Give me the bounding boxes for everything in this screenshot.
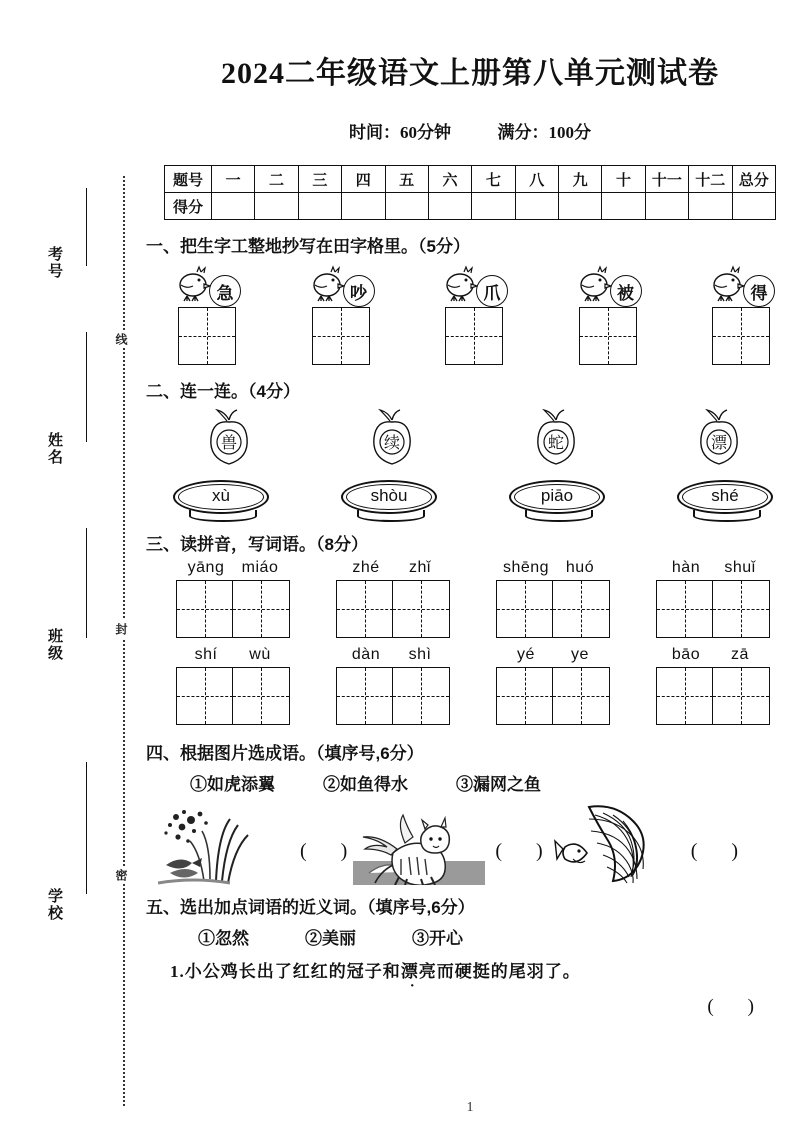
score-table bbox=[164, 165, 776, 220]
pinyin-syllable: zā bbox=[731, 646, 749, 663]
apple-icon bbox=[362, 406, 422, 468]
pinyin-word-item bbox=[638, 646, 788, 725]
score-col-7: 七 bbox=[472, 166, 515, 193]
answer-boxes bbox=[656, 667, 771, 725]
section-3-row-2 bbox=[158, 646, 788, 725]
copy-item bbox=[563, 263, 653, 365]
pinyin-word-item bbox=[638, 559, 788, 638]
section-4-options bbox=[190, 770, 800, 795]
plate-icon bbox=[677, 480, 773, 518]
apple-icon bbox=[199, 406, 259, 468]
section-heading-5: 五、选出加点词语的近义词。（填序号,6分） bbox=[146, 898, 475, 917]
pinyin-label bbox=[179, 559, 287, 577]
pinyin-word-item bbox=[318, 559, 468, 638]
test-paper-body bbox=[140, 0, 800, 1130]
pinyin-syllable: shēng bbox=[502, 559, 550, 576]
pinyin-label bbox=[499, 646, 607, 664]
plate-pinyin: shòu bbox=[370, 486, 408, 505]
pinyin-syllable: ye bbox=[571, 646, 589, 663]
tianzige-box[interactable] bbox=[178, 307, 236, 365]
sentence-text-part-1: 小公鸡长出了红红的冠子和 bbox=[184, 962, 401, 981]
pinyin-word-item bbox=[478, 559, 628, 638]
pinyin-syllable: yé bbox=[517, 646, 535, 663]
target-character: 爪 bbox=[476, 275, 508, 307]
section-heading-3: 三、读拼音，写词语。（8分） bbox=[146, 535, 368, 554]
margin-rule-3 bbox=[86, 528, 87, 638]
pinyin-word-item bbox=[318, 646, 468, 725]
synonym-option-2[interactable]: ②美丽 bbox=[305, 929, 356, 948]
page-number: 1 bbox=[466, 1100, 474, 1115]
apple-character: 蛇 bbox=[547, 435, 564, 452]
copy-item bbox=[162, 263, 252, 365]
pinyin-word-item bbox=[158, 646, 308, 725]
tianzige-box[interactable] bbox=[712, 307, 770, 365]
tianzige-box[interactable] bbox=[496, 580, 554, 638]
target-character: 吵 bbox=[343, 275, 375, 307]
copy-item bbox=[696, 263, 786, 365]
seal-label-xian: 线 bbox=[113, 330, 130, 348]
section-heading-1: 一、把生字工整地抄写在田字格里。（5分） bbox=[146, 237, 470, 256]
margin-field-banji: 班级 bbox=[46, 628, 63, 662]
chick-icon bbox=[440, 265, 480, 307]
apple-icon bbox=[526, 406, 586, 468]
tianzige-box[interactable] bbox=[336, 580, 394, 638]
section-4-pictures bbox=[158, 799, 800, 885]
tianzige-box[interactable] bbox=[496, 667, 554, 725]
synonym-option-3[interactable]: ③开心 bbox=[412, 929, 463, 948]
apple-item[interactable] bbox=[501, 406, 611, 468]
score-cell-12[interactable] bbox=[689, 193, 732, 220]
chick-icon bbox=[707, 265, 747, 307]
apple-item[interactable] bbox=[174, 406, 284, 468]
exam-duration: 时间：60分钟 bbox=[349, 123, 451, 142]
score-col-5: 五 bbox=[385, 166, 428, 193]
score-col-9: 九 bbox=[559, 166, 602, 193]
table-row-headers bbox=[165, 166, 776, 193]
tianzige-box[interactable] bbox=[392, 580, 450, 638]
plate-pinyin: shé bbox=[711, 486, 739, 505]
plate-pinyin: piāo bbox=[540, 486, 574, 505]
copy-item bbox=[296, 263, 386, 365]
plate-icon bbox=[341, 480, 437, 518]
score-cell-total[interactable] bbox=[732, 193, 776, 220]
pinyin-syllable: dàn bbox=[351, 646, 381, 663]
page-title: 2024二年级语文上册第八单元测试卷 bbox=[221, 57, 719, 90]
score-col-1: 一 bbox=[212, 166, 255, 193]
answer-boxes bbox=[496, 667, 611, 725]
margin-rule-4 bbox=[86, 762, 87, 894]
pinyin-syllable: bāo bbox=[671, 646, 701, 663]
score-col-12: 十二 bbox=[689, 166, 732, 193]
pinyin-syllable: zhǐ bbox=[409, 559, 431, 576]
chick-with-char bbox=[307, 263, 375, 307]
plate-icon bbox=[173, 480, 269, 518]
pinyin-word-item bbox=[478, 646, 628, 725]
chick-with-char bbox=[574, 263, 642, 307]
section-heading-4: 四、根据图片选成语。（填序号,6分） bbox=[146, 744, 424, 763]
sentence-text-part-2: 而硬挺的尾羽了。 bbox=[436, 962, 581, 981]
question-sentence-1 bbox=[170, 957, 800, 982]
answer-boxes bbox=[656, 580, 771, 638]
table-row-scores bbox=[165, 193, 776, 220]
tianzige-box[interactable] bbox=[712, 667, 770, 725]
tianzige-box[interactable] bbox=[552, 580, 610, 638]
tianzige-box[interactable] bbox=[176, 580, 234, 638]
score-cell-9[interactable] bbox=[559, 193, 602, 220]
synonym-option-1[interactable]: ①忽然 bbox=[198, 929, 249, 948]
idiom-option-2[interactable]: ②如鱼得水 bbox=[323, 775, 408, 794]
answer-boxes bbox=[176, 667, 291, 725]
margin-field-xingming: 姓名 bbox=[46, 432, 63, 466]
tianzige-box[interactable] bbox=[579, 307, 637, 365]
pinyin-label bbox=[659, 559, 767, 577]
margin-field-kaohao: 考号 bbox=[46, 246, 63, 280]
margin-field-xuexiao: 学校 bbox=[46, 888, 63, 922]
score-col-2: 二 bbox=[255, 166, 298, 193]
tianzige-box[interactable] bbox=[232, 580, 290, 638]
section-3-row-1 bbox=[158, 559, 788, 638]
score-col-3: 三 bbox=[298, 166, 341, 193]
score-table-row-label-number: 题号 bbox=[165, 166, 212, 193]
tianzige-box[interactable] bbox=[176, 667, 234, 725]
section-2-plates bbox=[166, 480, 780, 518]
section-heading-2: 二、连一连。（4分） bbox=[146, 382, 300, 401]
plate-item[interactable] bbox=[502, 480, 612, 518]
target-character: 急 bbox=[209, 275, 241, 307]
answer-boxes bbox=[496, 580, 611, 638]
tianzige-box[interactable] bbox=[712, 580, 770, 638]
score-cell-4[interactable] bbox=[342, 193, 385, 220]
tianzige-box[interactable] bbox=[336, 667, 394, 725]
score-col-4: 四 bbox=[342, 166, 385, 193]
picture-fish-escaping-net bbox=[549, 803, 681, 885]
copy-item bbox=[429, 263, 519, 365]
pinyin-label bbox=[499, 559, 607, 577]
score-col-11: 十一 bbox=[645, 166, 688, 193]
answer-bracket-sentence-1[interactable]: ( ) bbox=[707, 996, 754, 1017]
picture-winged-tiger bbox=[353, 803, 485, 885]
exam-meta bbox=[140, 118, 800, 143]
pinyin-syllable: zhé bbox=[352, 559, 380, 576]
score-cell-5[interactable] bbox=[385, 193, 428, 220]
score-cell-1[interactable] bbox=[212, 193, 255, 220]
pinyin-label bbox=[339, 559, 447, 577]
margin-rule-1 bbox=[86, 188, 87, 266]
target-character: 得 bbox=[743, 275, 775, 307]
chick-icon bbox=[173, 265, 213, 307]
section-2-apples bbox=[174, 406, 774, 468]
pinyin-syllable: yāng bbox=[187, 559, 225, 576]
seal-label-mi: 密 bbox=[113, 866, 130, 884]
apple-character: 漂 bbox=[710, 435, 727, 452]
score-cell-11[interactable] bbox=[645, 193, 688, 220]
apple-character: 兽 bbox=[220, 435, 238, 452]
pinyin-syllable: shì bbox=[408, 646, 432, 663]
tianzige-box[interactable] bbox=[392, 667, 450, 725]
question-number: 1. bbox=[170, 962, 185, 981]
section-5-options bbox=[198, 924, 800, 949]
answer-bracket[interactable]: ( ) bbox=[690, 840, 739, 862]
chick-icon bbox=[574, 265, 614, 307]
pinyin-label bbox=[659, 646, 767, 664]
pinyin-syllable: shuǐ bbox=[724, 559, 756, 576]
plate-item[interactable] bbox=[166, 480, 276, 518]
tianzige-box[interactable] bbox=[312, 307, 370, 365]
apple-item[interactable] bbox=[664, 406, 774, 468]
answer-boxes bbox=[176, 580, 291, 638]
tianzige-box[interactable] bbox=[656, 580, 714, 638]
score-col-6: 六 bbox=[428, 166, 471, 193]
pinyin-syllable: huó bbox=[565, 559, 595, 576]
apple-icon bbox=[689, 406, 749, 468]
tianzige-box[interactable] bbox=[552, 667, 610, 725]
score-cell-7[interactable] bbox=[472, 193, 515, 220]
seal-dotted-line bbox=[123, 176, 125, 1106]
picture-ink-fish-grass bbox=[158, 803, 290, 885]
score-cell-3[interactable] bbox=[298, 193, 341, 220]
answer-boxes bbox=[336, 667, 451, 725]
pinyin-syllable: shí bbox=[194, 646, 218, 663]
pinyin-label bbox=[339, 646, 447, 664]
score-table-row-label-score: 得分 bbox=[165, 193, 212, 220]
score-col-8: 八 bbox=[515, 166, 558, 193]
pinyin-syllable: wù bbox=[249, 646, 271, 663]
idiom-option-1[interactable]: ①如虎添翼 bbox=[190, 775, 275, 794]
apple-item[interactable] bbox=[337, 406, 447, 468]
tianzige-box[interactable] bbox=[656, 667, 714, 725]
chick-with-char bbox=[440, 263, 508, 307]
score-cell-8[interactable] bbox=[515, 193, 558, 220]
idiom-option-3[interactable]: ③漏网之鱼 bbox=[456, 775, 541, 794]
pinyin-label bbox=[179, 646, 287, 664]
chick-icon bbox=[307, 265, 347, 307]
exam-margin-strip bbox=[0, 0, 140, 1130]
section-1-items bbox=[162, 263, 786, 365]
answer-bracket[interactable]: ( ) bbox=[495, 840, 543, 862]
pinyin-syllable: hàn bbox=[671, 559, 701, 576]
plate-item[interactable] bbox=[670, 480, 780, 518]
tianzige-box[interactable] bbox=[445, 307, 503, 365]
score-col-total: 总分 bbox=[732, 166, 776, 193]
tianzige-box[interactable] bbox=[232, 667, 290, 725]
score-cell-2[interactable] bbox=[255, 193, 298, 220]
target-character: 被 bbox=[610, 275, 642, 307]
score-cell-10[interactable] bbox=[602, 193, 645, 220]
plate-icon bbox=[509, 480, 605, 518]
exam-total-score: 满分：100分 bbox=[497, 123, 591, 142]
plate-pinyin: xù bbox=[212, 486, 230, 505]
chick-with-char bbox=[707, 263, 775, 307]
seal-label-feng: 封 bbox=[113, 620, 130, 638]
answer-boxes bbox=[336, 580, 451, 638]
score-col-10: 十 bbox=[602, 166, 645, 193]
plate-item[interactable] bbox=[334, 480, 444, 518]
apple-character: 续 bbox=[384, 435, 401, 452]
pinyin-word-item bbox=[158, 559, 308, 638]
score-cell-6[interactable] bbox=[428, 193, 471, 220]
margin-rule-2 bbox=[86, 332, 87, 442]
answer-bracket[interactable]: ( ) bbox=[300, 840, 348, 862]
marked-word: 漂亮 · · bbox=[401, 957, 437, 982]
chick-with-char bbox=[173, 263, 241, 307]
pinyin-syllable: miáo bbox=[241, 559, 279, 576]
